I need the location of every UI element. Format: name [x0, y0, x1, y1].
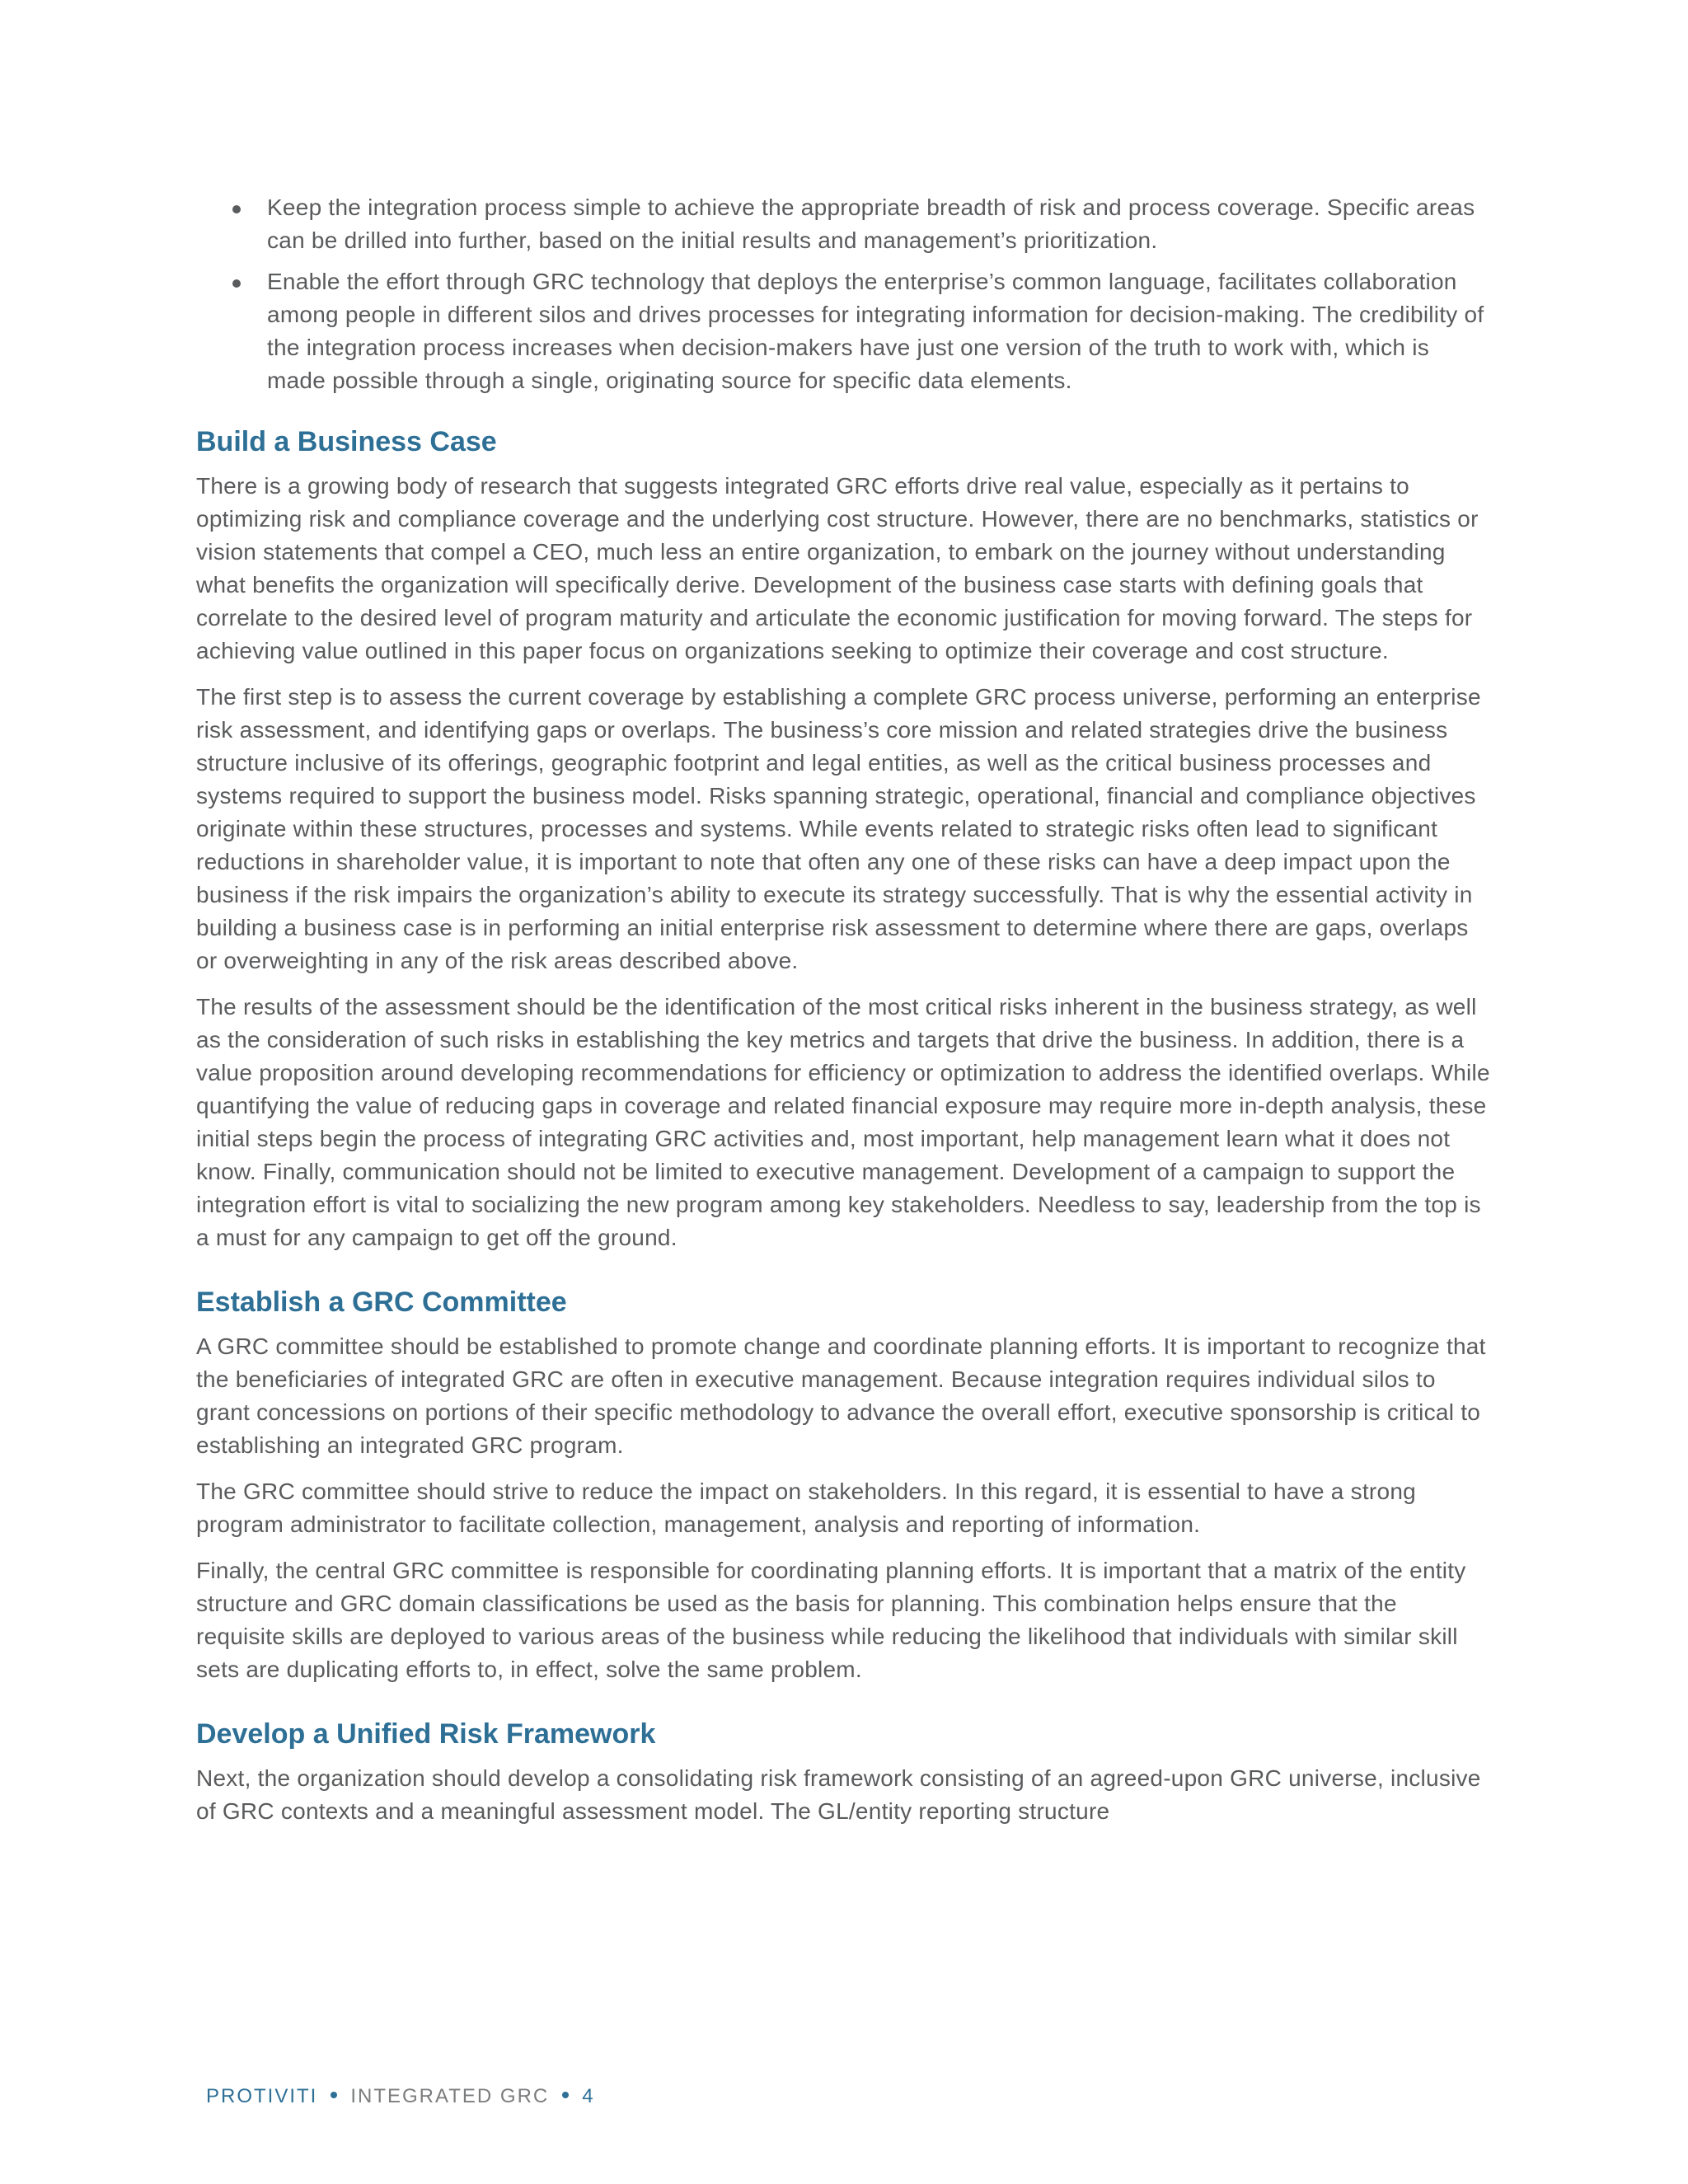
page-footer — [206, 2085, 595, 2108]
paragraph: A GRC committee should be established to promote change and coordinate planning efforts. It is important to recognize that the beneficiaries of integrated GRC are often in executive management. Because integration requires individual silos to grant concessions on portions of their specific methodology to advance the overall effort, executive sponsorship is critical to establishing an integrated GRC program. — [196, 1333, 1486, 1458]
paragraph: Next, the organization should develop a consolidating risk framework consisting of an agreed-upon GRC universe, inclusive of GRC contexts and a meaningful assessment model. The GL/entity reporting structure — [196, 1765, 1481, 1824]
paragraph: There is a growing body of research that suggests integrated GRC efforts drive real value, especially as it pertains to optimizing risk and compliance coverage and the underlying cost structure. However, there are no benchmarks, statistics or vision statements that compel a CEO, much less an entire organization, to embark on the journey without understanding what benefits the organization will specifically derive. Development of the business case starts with defining goals that correlate to the desired level of program maturity and articulate the economic justification for moving forward. The steps for achieving value outlined in this paper focus on organizations seeking to optimize their coverage and cost structure. — [196, 473, 1479, 663]
paragraph: The results of the assessment should be the identification of the most critical risks inherent in the business strategy, as well as the consideration of such risks in establishing the key metrics and targets that drive the business. In addition, there is a value proposition around developing recommendations for efficiency or optimization to address the identified overlaps. While quantifying the value of reducing gaps in coverage and related financial exposure may require more in-depth analysis, these initial steps begin the process of integrating GRC activities and, most important, help management learn what it does not know. Finally, communication should not be limited to executive management. Development of a campaign to support the integration effort is vital to socializing the new program among key stakeholders. Needless to say, leadership from the top is a must for any campaign to get off the ground. — [196, 994, 1490, 1250]
paragraph: The GRC committee should strive to reduce the impact on stakeholders. In this regard, it is essential to have a strong program administrator to facilitate collection, management, analysis and reporting of information. — [196, 1479, 1416, 1537]
section-establish-grc-committee — [196, 1284, 1492, 1686]
footer-separator-icon — [331, 2092, 337, 2098]
bullet-item — [196, 191, 1492, 257]
footer-brand: PROTIVITI — [206, 2085, 318, 2107]
section-build-business-case — [196, 424, 1492, 1254]
section-heading: Establish a GRC Committee — [196, 1286, 567, 1318]
bullet-text: Enable the effort through GRC technology that deploys the enterprise’s common language, facilitates collaboration among people in different silos and drives processes for integrating information for decision-making. The credibility of the integration process increases when decision-makers have just one version of the truth to work with, which is made possible through a single, originating source for specific data elements. — [267, 269, 1484, 393]
footer-title: INTEGRATED GRC — [350, 2085, 550, 2107]
bullet-list — [196, 191, 1492, 397]
bullet-item — [196, 265, 1492, 397]
paragraph: The first step is to assess the current coverage by establishing a complete GRC process universe, performing an enterprise risk assessment, and identifying gaps or overlaps. The business’s core mission and related strategies drive the business structure inclusive of its offerings, geographic footprint and legal entities, as well as the critical business processes and systems required to support the business model. Risks spanning strategic, operational, financial and compliance objectives originate within these structures, processes and systems. While events related to strategic risks often lead to significant reductions in shareholder value, it is important to note that often any one of these risks can have a deep impact upon the business if the risk impairs the organization’s ability to execute its strategy successfully. That is why the essential activity in building a business case is in performing an initial enterprise risk assessment to determine where there are gaps, overlaps or overweighting in any of the risk areas described above. — [196, 684, 1481, 973]
page-number: 4 — [582, 2085, 595, 2107]
bullet-dot-icon — [232, 279, 241, 288]
section-heading: Build a Business Case — [196, 426, 497, 457]
paragraph: Finally, the central GRC committee is responsible for coordinating planning efforts. It is important that a matrix of the entity structure and GRC domain classifications be used as the basis for planning. This combination helps ensure that the requisite skills are deployed to various areas of the business while reducing the likelihood that individuals with similar skill sets are duplicating efforts to, in effect, solve the same problem. — [196, 1558, 1466, 1682]
section-heading: Develop a Unified Risk Framework — [196, 1718, 656, 1750]
bullet-dot-icon — [232, 205, 241, 213]
footer-separator-icon — [562, 2092, 569, 2098]
bullet-text: Keep the integration process simple to achieve the appropriate breadth of risk and process coverage. Specific areas can be drilled into further, based on the initial results and management’s prioritization. — [267, 194, 1475, 253]
page-content — [196, 191, 1492, 1858]
section-unified-risk-framework — [196, 1716, 1492, 1828]
